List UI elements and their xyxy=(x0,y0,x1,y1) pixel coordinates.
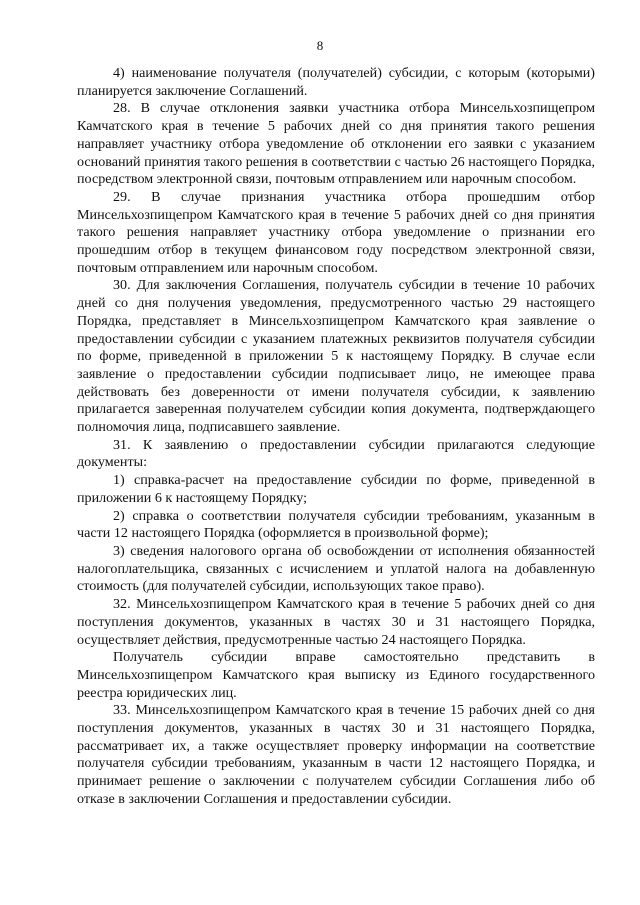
paragraph-33: 33. Минсельхозпищепром Камчатского края в течение 15 рабочих дней со дня поступления документов, указанных в частях 30 и 31 настоящего Порядка, рассматривает их, а также осуществляет проверку информации на соответствие получателя субсидии требованиям, указанным в части 12 настоящего Порядка, и принимает решение о заключении с получателем субсидии Соглашения либо об отказе в заключении Соглашения и предоставлении субсидии. xyxy=(77,702,595,807)
document-body xyxy=(77,65,595,809)
paragraph-30: 30. Для заключения Соглашения, получатель субсидии в течение 10 рабочих дней со дня получения уведомления, предусмотренного частью 29 настоящего Порядка, представляет в Минсельхозпищепром Камчатского края заявление о предоставлении субсидии с указанием платежных реквизитов получателя субсидии по форме, приведенной в приложении 5 к настоящему Порядку. В случае если заявление о предоставлении субсидии подписывает лицо, не имеющее права действовать без доверенности от имени получателя субсидии, к заявлению прилагается заверенная получателем субсидии копия документа, подтверждающего полномочия лица, подписавшего заявление. xyxy=(77,277,595,436)
paragraph-29: 29. В случае признания участника отбора прошедшим отбор Минсельхозпищепром Камчатского края в течение 5 рабочих дней со дня принятия такого решения направляет участнику отбора уведомление о признании его прошедшим отбор в текущем финансовом году посредством электронной связи, почтовым отправлением или нарочным способом. xyxy=(77,188,595,276)
paragraph-28: 28. В случае отклонения заявки участника отбора Минсельхозпищепром Камчатского края в течение 5 рабочих дней со дня принятия такого решения направляет участнику отбора уведомление об отклонении его заявки с указанием оснований принятия такого решения в соответствии с частью 26 настоящего Порядка, посредством электронной связи, почтовым отправлением или нарочным способом. xyxy=(77,100,595,188)
paragraph-32: 32. Минсельхозпищепром Камчатского края в течение 5 рабочих дней со дня поступления документов, указанных в частях 30 и 31 настоящего Порядка, осуществляет действия, предусмотренные частью 24 настоящего Порядка. xyxy=(77,596,595,648)
page-number: 8 xyxy=(316,38,324,53)
paragraph-31: 31. К заявлению о предоставлении субсидии прилагаются следующие документы: xyxy=(77,436,595,471)
paragraph-31-item-1: 1) справка-расчет на предоставление субсидии по форме, приведенной в приложении 6 к настоящему Порядку; xyxy=(77,472,595,506)
paragraph-31-item-2: 2) справка о соответствии получателя субсидии требованиям, указанным в части 12 настоящего Порядка (оформляется в произвольной форме); xyxy=(77,507,595,542)
paragraph-31-item-3: 3) сведения налогового органа об освобождении от исполнения обязанностей налогоплательщика, связанных с исчислением и уплатой налога на добавленную стоимость (для получателей субсидии, использующих такое право). xyxy=(77,542,595,595)
paragraph-32-note: Получатель субсидии вправе самостоятельно представить в Минсельхозпищепром Камчатского края выписку из Единого государственного реестра юридических лиц. xyxy=(77,649,595,701)
paragraph-item-4: 4) наименование получателя (получателей) субсидии, с которым (которыми) планируется заключение Соглашений. xyxy=(77,65,595,99)
